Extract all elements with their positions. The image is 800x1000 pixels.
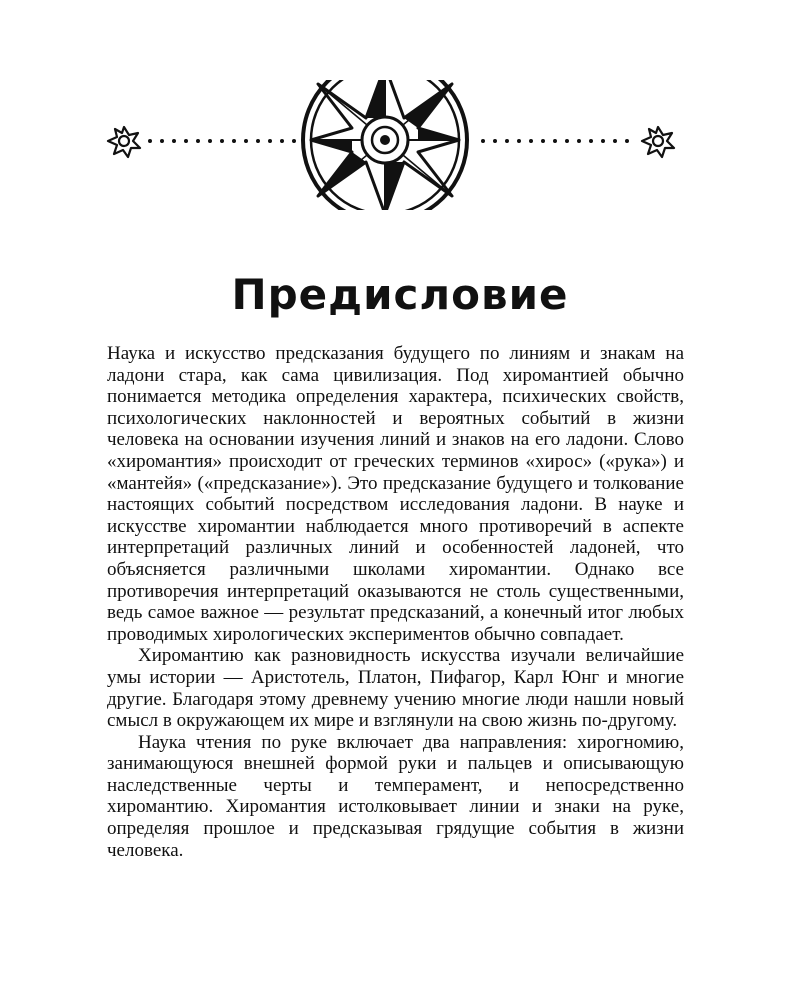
left-star-icon [108, 127, 140, 157]
body-text [107, 343, 684, 861]
compass-rose-icon [303, 80, 467, 210]
header-ornament [0, 80, 800, 210]
right-star-icon [642, 127, 674, 157]
right-dotted-line [481, 139, 629, 143]
paragraph-2: Хиромантию как разновидность искусства изучали величайшие умы истории — Аристотель, Платон, Пифагор, Карл Юнг и многие другие. Благодаря этому древнему учению многие люди нашли новый смысл в окружающем их мире и взглянули на свою жизнь по-другому. [107, 645, 684, 732]
page-title: Предисловие [231, 270, 569, 319]
paragraph-3: Наука чтения по руке включает два направления: хирогномию, занимающуюся внешней формой руки и пальцев и описывающую наследственные черты и темперамент, и непосредственно хиромантию. Хиромантия истолковывает линии и знаки на руке, определяя прошлое и предсказывая грядущие события в жизни человека. [107, 731, 684, 861]
paragraph-1: Наука и искусство предсказания будущего по линиям и знакам на ладони стара, как сама цивилизация. Под хиромантией обычно понимается методика определения характера, психических свойств, психологических наклонностей и вероятных событий в жизни человека на основании изучения линий и знаков на его ладони. Слово «хиромантия» происходит от греческих терминов «хирос» («рука») и «мантейя» («предсказание»). Это предсказание будущего и толкование настоящих событий посредством исследования ладони. В науке и искусстве хиромантии наблюдается много противоречий в аспекте интерпретаций различных линий и особенностей ладоней, что объясняется различными школами хиромантии. Однако все противоречия интерпретаций оказываются не столь существенными, ведь самое важное — результат предсказаний, а конечный итог любых проводимых хирологических экспериментов обычно совпадает. [107, 343, 684, 645]
left-dotted-line [148, 139, 296, 143]
